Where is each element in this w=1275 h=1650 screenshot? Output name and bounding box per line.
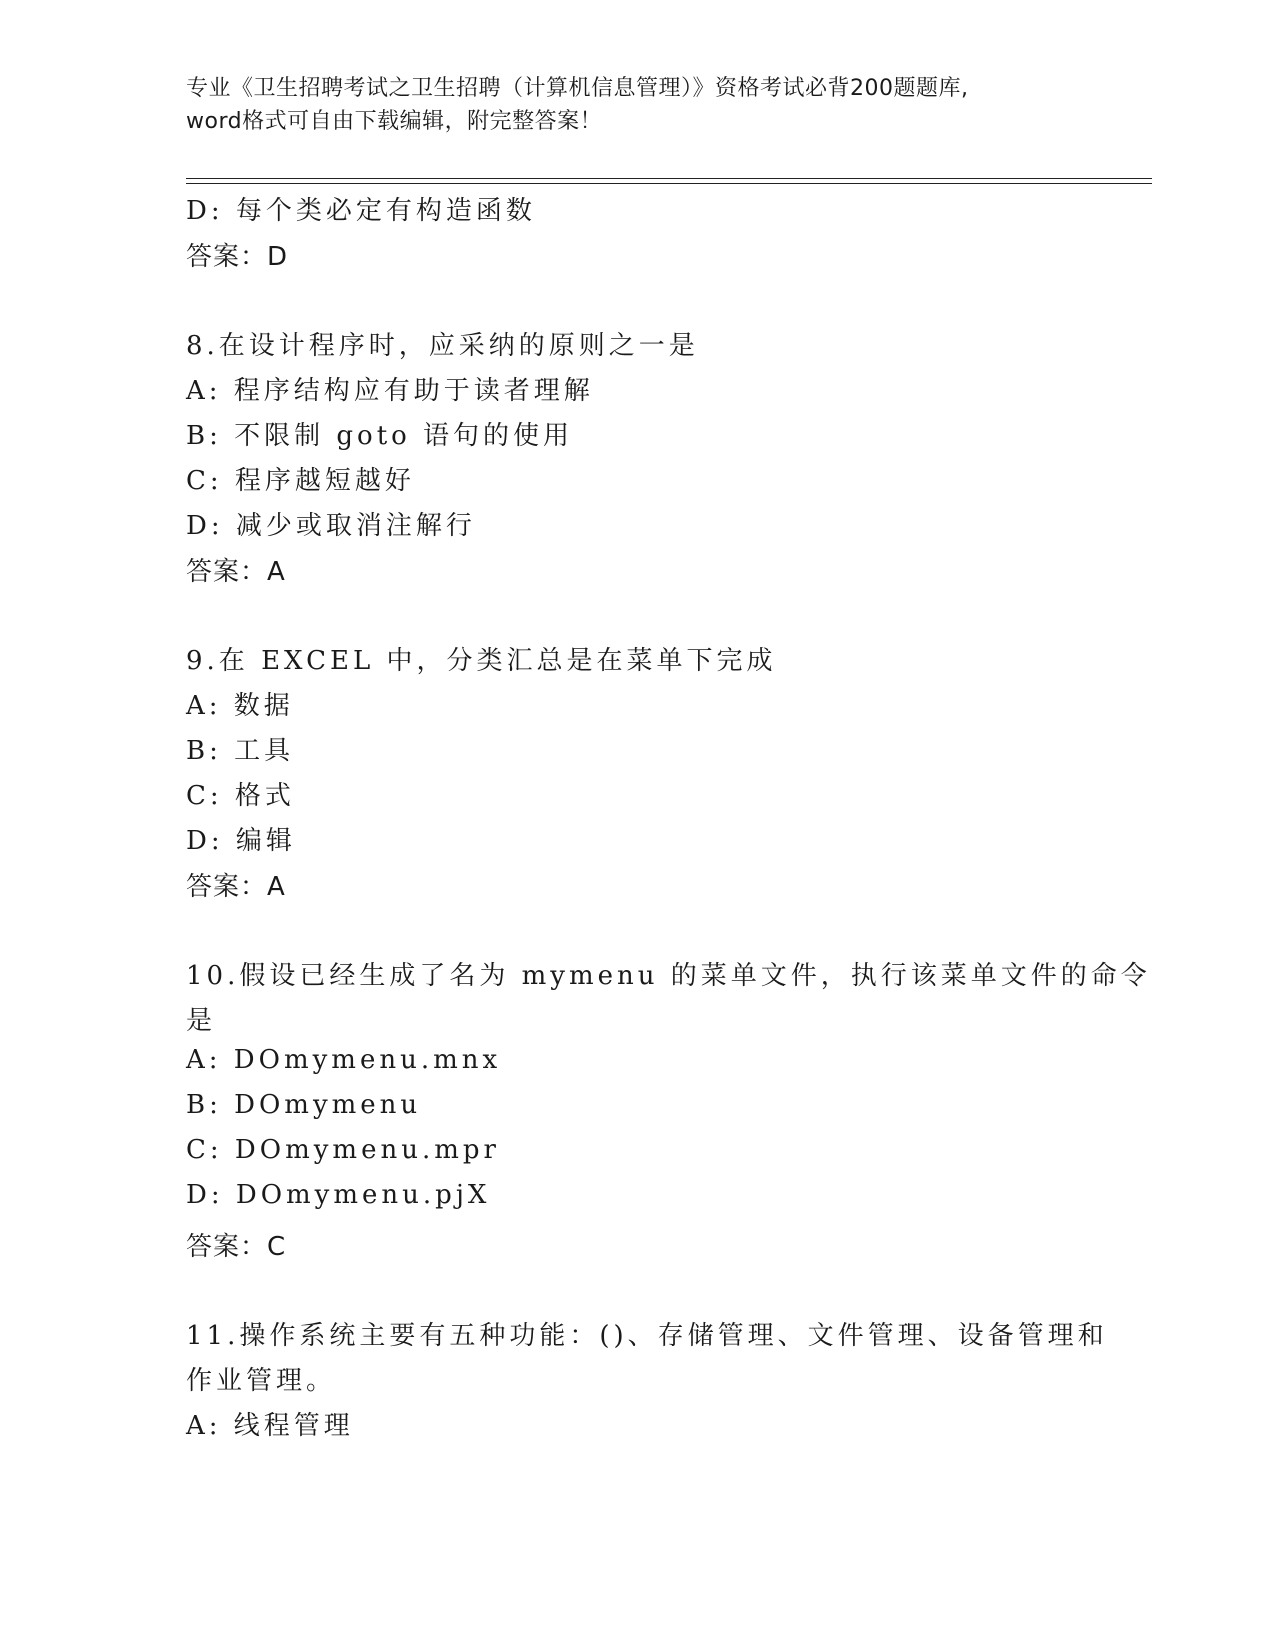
q8-option-b: B: 不限制 goto 语句的使用 — [186, 421, 574, 451]
q11-option-a: A: 线程管理 — [186, 1411, 354, 1441]
header-title-line-2: word格式可自由下载编辑，附完整答案！ — [186, 109, 603, 134]
q9-option-c: C: 格式 — [186, 781, 295, 811]
q11-question-line-1: 11.操作系统主要有五种功能：()、存储管理、文件管理、设备管理和 — [186, 1321, 1108, 1351]
prev-answer: 答案：D — [186, 242, 289, 272]
q10-question-line-2: 是 — [186, 1006, 217, 1036]
q8-option-d: D: 减少或取消注解行 — [186, 511, 476, 541]
q9-option-b: B: 工具 — [186, 736, 295, 766]
q8-option-a: A: 程序结构应有助于读者理解 — [186, 376, 594, 406]
q8-question: 8.在设计程序时，应采纳的原则之一是 — [186, 331, 699, 361]
q10-question-line-1: 10.假设已经生成了名为 mymenu 的菜单文件，执行该菜单文件的命令 — [186, 961, 1151, 991]
q10-answer: 答案：C — [186, 1232, 287, 1262]
q10-option-d: D: DOmymenu.pjX — [186, 1180, 491, 1210]
q10-option-a: A: DOmymenu.mnx — [186, 1045, 502, 1075]
prev-option-d: D: 每个类必定有构造函数 — [186, 196, 536, 226]
q10-option-b: B: DOmymenu — [186, 1090, 422, 1120]
document-header — [186, 72, 1066, 138]
header-title-line-1: 专业《卫生招聘考试之卫生招聘（计算机信息管理）》资格考试必背200题题库, — [186, 76, 969, 101]
header-divider-top — [186, 178, 1152, 179]
q8-option-c: C: 程序越短越好 — [186, 466, 415, 496]
q11-question-line-2: 作业管理。 — [186, 1366, 337, 1396]
q9-question: 9.在 EXCEL 中，分类汇总是在菜单下完成 — [186, 646, 777, 676]
header-divider-bottom — [186, 183, 1152, 184]
q9-option-d: D: 编辑 — [186, 826, 296, 856]
q9-answer: 答案：A — [186, 872, 286, 902]
q8-answer: 答案：A — [186, 557, 286, 587]
q9-option-a: A: 数据 — [186, 691, 294, 721]
q10-option-c: C: DOmymenu.mpr — [186, 1135, 500, 1165]
